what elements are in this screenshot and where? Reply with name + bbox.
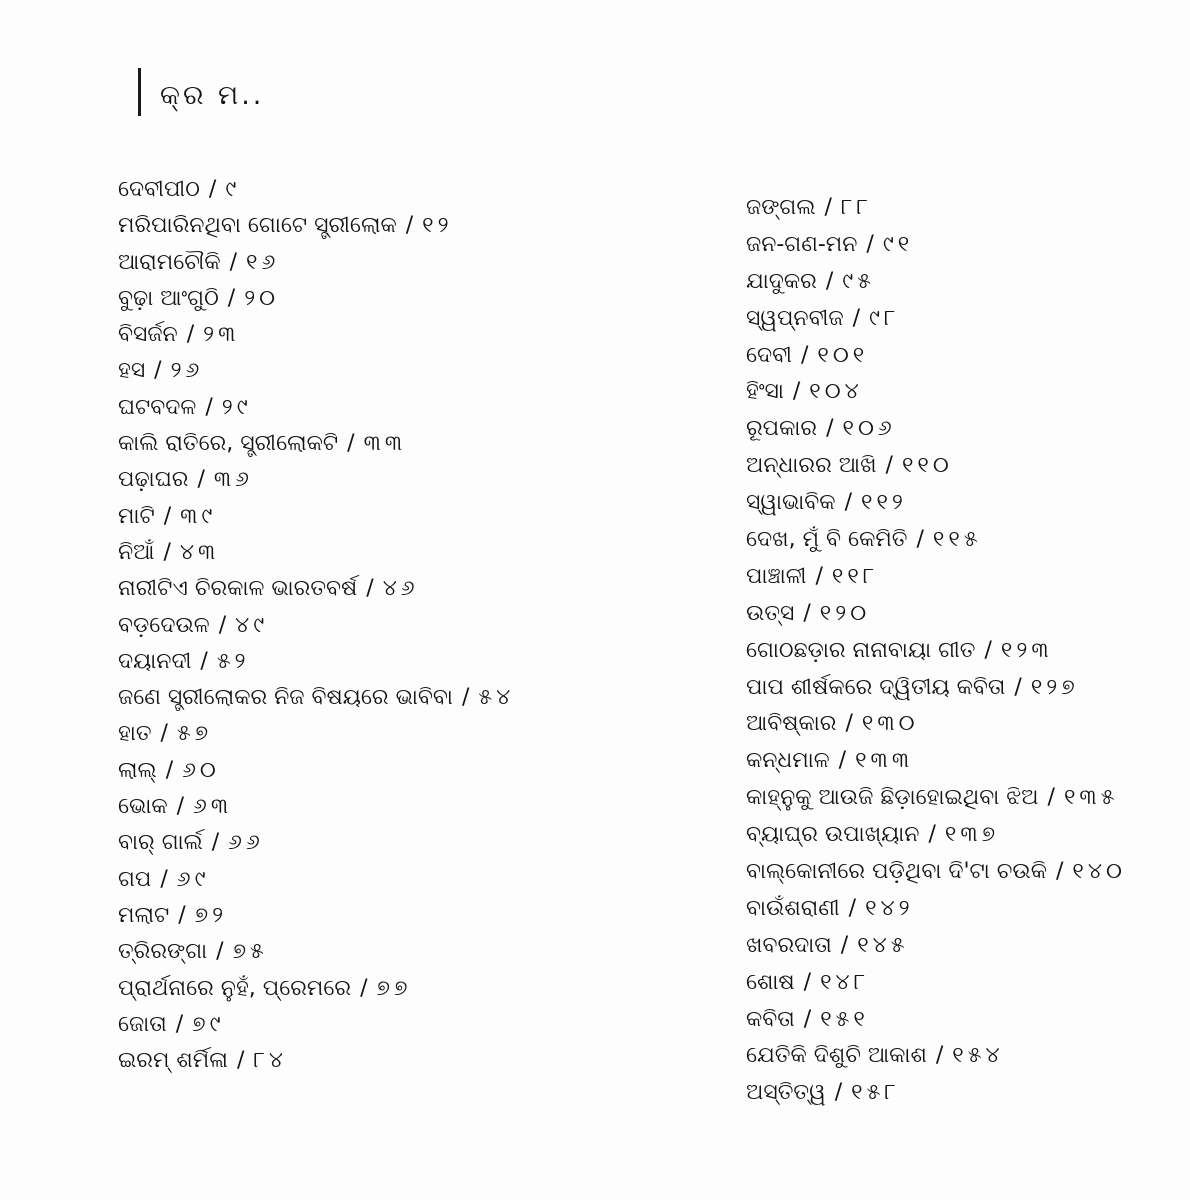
toc-entry [118, 825, 618, 861]
toc-entry [118, 971, 618, 1007]
entry-page-number: ୯ [225, 177, 241, 202]
entry-separator: / [825, 268, 834, 294]
entry-page-number: ୪୩ [179, 539, 220, 565]
entry-separator: / [160, 721, 168, 747]
entry-page-number: ୨୯ [221, 394, 252, 420]
entry-page-number: ୧୩୦ [861, 711, 919, 737]
toc-entry [118, 862, 618, 898]
entry-title: ହସ [118, 358, 146, 384]
entry-title: ମରିପାରିନଥିବା ଗୋଟେ ସ୍ତ୍ରୀଲୋକ [118, 213, 397, 239]
entry-title: ବ୍ୟାଘ୍ର ଉପାଖ୍ୟାନ [746, 822, 920, 848]
entry-separator: / [163, 539, 171, 565]
entry-page-number: ୮୪ [253, 1048, 287, 1074]
entry-page-number: ୮୮ [840, 195, 872, 220]
entry-separator: / [845, 711, 853, 737]
entry-page-number: ୩୯ [180, 503, 217, 529]
entry-separator: / [803, 600, 811, 626]
entry-separator: / [1047, 785, 1055, 811]
entry-page-number: ୧୪୮ [820, 969, 870, 995]
entry-title: ବାର୍ ଗାର୍ଲ [118, 830, 203, 856]
entry-separator: / [824, 195, 832, 220]
entry-title: ନାରୀଟିଏ ଚିରକାଳ ଭାରତବର୍ଷ [118, 576, 358, 602]
toc-entry [746, 596, 1166, 633]
entry-separator: / [200, 648, 208, 674]
entry-separator: / [197, 467, 205, 493]
entry-title: କାହ୍ନୁକୁ ଆଉଜି ଛିଡ଼ାହୋଇଥିବା ଝିଅ [746, 785, 1039, 811]
contents-column-left [118, 172, 618, 1079]
entry-separator: / [852, 305, 860, 331]
entry-page-number: ୬୯ [176, 866, 210, 892]
entry-title: ବାଉଁଶରାଣୀ [746, 895, 840, 921]
entry-separator: / [227, 285, 236, 311]
entry-separator: / [815, 563, 823, 589]
toc-entry [118, 390, 618, 426]
entry-page-number: ୧୨୦ [819, 600, 871, 626]
toc-entry [746, 780, 1166, 817]
entry-page-number: ୧୫୮ [851, 1080, 900, 1106]
toc-entry [746, 1002, 1166, 1039]
entry-page-number: ୧୪୨ [865, 895, 914, 921]
toc-entry [118, 281, 618, 317]
toc-entry [746, 817, 1166, 854]
entry-page-number: ୧୨୩ [1000, 637, 1053, 663]
toc-entry [746, 448, 1166, 485]
toc-entry [746, 633, 1166, 670]
entry-title: ଜୋତା [118, 1011, 167, 1037]
toc-entry [118, 680, 618, 716]
entry-separator: / [844, 490, 852, 516]
toc-entry [746, 743, 1166, 780]
toc-entry [746, 227, 1166, 264]
entry-title: ଦୟାନଦୀ [118, 648, 192, 674]
toc-entry [118, 499, 618, 535]
entry-separator: / [840, 932, 849, 958]
entry-title: ଯାଦୁକର [746, 268, 817, 294]
toc-entry [118, 1043, 618, 1079]
entry-separator: / [229, 249, 238, 275]
entry-page-number: ୧୦୪ [809, 379, 863, 405]
entry-separator: / [347, 431, 355, 457]
entry-title: ଜନ-ଗଣ-ମନ [746, 231, 858, 257]
entry-separator: / [160, 866, 168, 892]
entry-separator: / [866, 231, 874, 257]
entry-separator: / [916, 527, 924, 553]
entry-page-number: ୧୩୩ [855, 748, 914, 774]
toc-entry [118, 753, 618, 789]
entry-title: ଗୋଠଛଡ଼ାର ନାନାବାୟା ଗୀତ [746, 637, 976, 663]
entry-page-number: ୧୪୫ [857, 932, 909, 958]
toc-entry [746, 522, 1166, 559]
toc-entry [746, 301, 1166, 338]
entry-title: ଘଟବଦଳ [118, 394, 197, 420]
toc-entry [118, 1007, 618, 1043]
entry-separator: / [165, 757, 174, 783]
entry-page-number: ୭୯ [192, 1011, 225, 1037]
entry-title: କନ୍ଧମାଳ [746, 748, 830, 774]
entry-separator: / [803, 1006, 812, 1032]
entry-page-number: ୯୫ [842, 268, 875, 294]
entry-title: ବିସର୍ଜନ [118, 322, 178, 348]
entry-page-number: ୫୨ [216, 648, 250, 674]
entry-page-number: ୧୧୫ [932, 527, 982, 553]
toc-entry [118, 172, 618, 208]
entry-page-number: ୧୩୫ [1063, 785, 1119, 811]
toc-entry [746, 965, 1166, 1002]
entry-title: ପାଞ୍ଚାଳୀ [746, 563, 807, 589]
entry-page-number: ୨୬ [170, 358, 204, 384]
toc-entry [118, 208, 618, 244]
toc-entry [118, 245, 618, 281]
entry-page-number: ୩୩ [363, 431, 407, 457]
entry-title: ଇରମ୍ ଶର୍ମିଳା [118, 1048, 228, 1074]
entry-title: ତ୍ରିରଙ୍ଗା [118, 939, 208, 965]
entry-page-number: ୧୫୧ [820, 1006, 869, 1032]
entry-title: ଯେତିକି ଦିଶୁଚି ଆକାଶ [746, 1043, 927, 1069]
entry-title: ସ୍ୱାଭାବିକ [746, 490, 836, 516]
entry-title: କବିତା [746, 1006, 795, 1032]
entry-title: ଅନ୍ଧାରର ଆଖି [746, 453, 877, 479]
toc-entry [118, 898, 618, 934]
entry-page-number: ୧୦୬ [842, 416, 896, 442]
entry-title: ପାପ ଶୀର୍ଷକରେ ଦ୍ୱିତୀୟ କବିତା [746, 674, 1006, 700]
entry-title: ରୂପକାର [746, 416, 818, 442]
entry-separator: / [176, 794, 185, 820]
page-title: କ୍ର ମ.. [160, 80, 265, 111]
entry-title: ଲାଲ୍ [118, 757, 157, 783]
toc-entry [118, 789, 618, 825]
entry-page-number: ୫୪ [478, 685, 515, 711]
entry-title: ଆବିଷ୍କାର [746, 711, 837, 737]
entry-separator: / [838, 748, 847, 774]
entry-separator: / [461, 685, 470, 711]
entry-separator: / [163, 503, 172, 529]
entry-title: ହାତ [118, 721, 152, 747]
entry-page-number: ୭୭ [376, 975, 412, 1001]
entry-separator: / [178, 902, 186, 928]
entry-separator: / [366, 576, 374, 602]
entry-title: ଦେଖ, ମୁଁ ବି କେମିତି [746, 527, 908, 553]
entry-page-number: ୧୧୦ [901, 453, 953, 479]
entry-title: ଉତ୍ସ [746, 600, 795, 626]
toc-entry [118, 317, 618, 353]
entry-separator: / [1056, 859, 1064, 885]
entry-page-number: ୫୭ [176, 721, 213, 747]
entry-title: ଜଙ୍ଗଲ [746, 195, 816, 220]
toc-entry [118, 462, 618, 498]
entry-page-number: ୯୧ [882, 231, 914, 257]
entry-separator: / [175, 1011, 184, 1037]
toc-entry [118, 535, 618, 571]
entry-title: ପଢ଼ାଘର [118, 467, 189, 493]
entry-separator: / [1014, 674, 1022, 700]
entry-separator: / [984, 637, 992, 663]
entry-title: ଜଣେ ସ୍ତ୍ରୀଲୋକର ନିଜ ବିଷୟରେ ଭାବିବା [118, 685, 453, 711]
entry-separator: / [154, 358, 162, 384]
entry-title: ବୁଢ଼ା ଆଂଗୁଠି [118, 285, 219, 311]
toc-entry [746, 485, 1166, 522]
entry-page-number: ୬୦ [182, 757, 220, 783]
entry-page-number: ୨୩ [203, 322, 240, 348]
entry-separator: / [208, 177, 217, 202]
entry-separator: / [935, 1043, 944, 1069]
entry-separator: / [205, 394, 213, 420]
entry-separator: / [211, 830, 220, 856]
entry-title: ମଲାଟ [118, 902, 170, 928]
entry-page-number: ୭୨ [194, 902, 228, 928]
entry-title: ମାଟି [118, 503, 155, 529]
contents-column-right [746, 190, 1166, 1112]
toc-entry [746, 190, 1166, 227]
entry-title: ଖବରଦାତା [746, 932, 832, 958]
toc-entry [118, 934, 618, 970]
toc-entry [118, 644, 618, 680]
toc-entry [118, 716, 618, 752]
entry-title: ଦେବୀ [746, 342, 792, 368]
entry-page-number: ୩୬ [213, 467, 253, 493]
entry-title: ବାଲ୍କୋନୀରେ ପଡ଼ିଥିବା ଦି'ଟା ଚଉକି [746, 859, 1047, 885]
entry-page-number: ୧୪୦ [1072, 859, 1126, 885]
entry-title: କାଲି ରାତିରେ, ସ୍ତ୍ରୀଲୋକଟି [118, 431, 339, 457]
entry-separator: / [360, 975, 368, 1001]
entry-page-number: ୧୧୮ [831, 563, 879, 589]
entry-separator: / [186, 322, 195, 348]
toc-entry [746, 670, 1166, 707]
toc-entry [118, 608, 618, 644]
entry-title: ବଡ଼ଦେଉଳ [118, 612, 210, 638]
toc-entry [746, 891, 1166, 928]
entry-page-number: ୬୩ [193, 794, 233, 820]
entry-page-number: ୧୩୭ [944, 822, 1000, 848]
entry-page-number: ୧୫୪ [952, 1043, 1004, 1069]
toc-entry [746, 559, 1166, 596]
entry-page-number: ୨୦ [244, 285, 280, 311]
toc-entry [746, 706, 1166, 743]
toc-entry [746, 928, 1166, 965]
entry-title: ନିଆଁ [118, 539, 155, 565]
entry-page-number: ୯୮ [869, 305, 900, 331]
entry-separator: / [885, 453, 893, 479]
entry-page-number: ୭୫ [232, 939, 268, 965]
entry-separator: / [800, 342, 809, 368]
entry-title: ଅସ୍ତିତ୍ୱ [746, 1080, 826, 1106]
entry-separator: / [803, 969, 812, 995]
toc-entry [118, 571, 618, 607]
entry-page-number: ୧୨୭ [1030, 674, 1079, 700]
entry-title: ଗପ [118, 866, 152, 892]
entry-title: ପ୍ରାର୍ଥନାରେ ନୁହଁ, ପ୍ରେମରେ [118, 975, 352, 1001]
entry-separator: / [834, 1080, 843, 1106]
entry-separator: / [218, 612, 227, 638]
toc-entry [746, 264, 1166, 301]
entry-page-number: ୪୬ [382, 576, 419, 602]
entry-title: ଶୋଷ [746, 969, 795, 995]
toc-entry [746, 411, 1166, 448]
toc-entry [118, 426, 618, 462]
entry-title: ଭୋକ [118, 794, 168, 820]
entry-page-number: ୧୨ [422, 213, 453, 239]
toc-entry [746, 854, 1166, 891]
entry-page-number: ୧୬ [246, 249, 280, 275]
entry-title: ସ୍ୱପ୍ନବୀଜ [746, 305, 844, 331]
entry-separator: / [792, 379, 801, 405]
entry-separator: / [405, 213, 414, 239]
entry-page-number: ୬୬ [228, 830, 264, 856]
entry-separator: / [236, 1048, 245, 1074]
entry-page-number: ୧୦୧ [817, 342, 869, 368]
heading-rule [138, 68, 141, 116]
toc-entry [118, 353, 618, 389]
entry-separator: / [928, 822, 936, 848]
entry-title: ହିଂସା [746, 379, 784, 405]
entry-page-number: ୧୧୨ [860, 490, 907, 516]
toc-entry [746, 1075, 1166, 1112]
entry-page-number: ୪୯ [235, 612, 269, 638]
entry-separator: / [216, 939, 224, 965]
entry-title: ଦେବୀପୀଠ [118, 177, 200, 202]
toc-entry [746, 338, 1166, 375]
toc-entry [746, 1038, 1166, 1075]
entry-separator: / [826, 416, 834, 442]
toc-entry [746, 374, 1166, 411]
entry-title: ଆରାମଚୌକି [118, 249, 221, 275]
entry-separator: / [848, 895, 857, 921]
